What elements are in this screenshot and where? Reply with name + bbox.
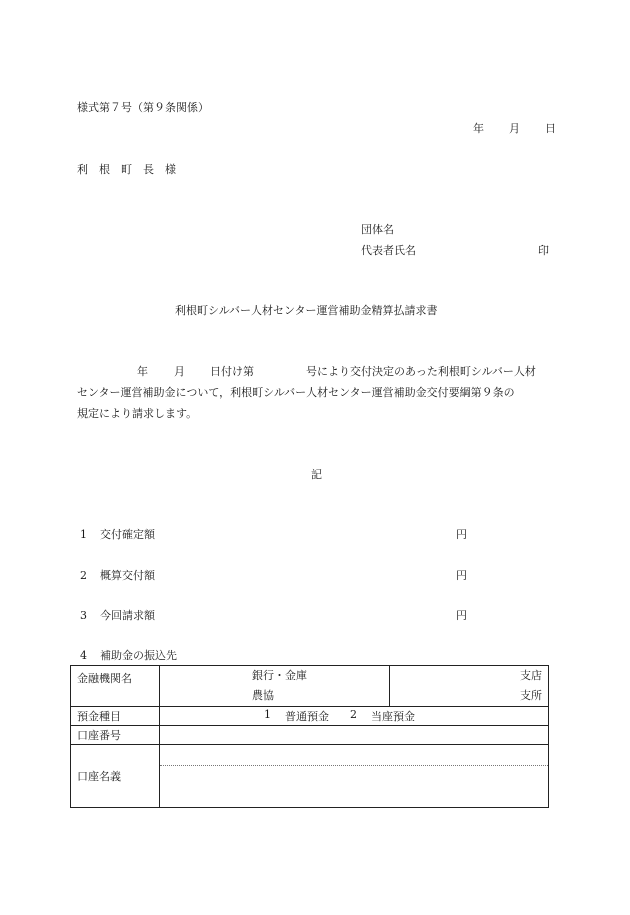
body-line3: 規定により請求します。 [77,407,198,420]
bank-type-bank: 銀行・金庫 [252,669,307,682]
institution-row [71,666,549,707]
branch-shiten: 支店 [520,669,542,682]
bank-transfer-table [70,665,549,808]
body-line1: 号により交付決定のあった利根町シルバー人材 [306,365,536,378]
document-title: 利根町シルバー人材センター運営補助金精算払請求書 [175,304,438,317]
account-number-label: 口座番号 [71,726,160,745]
date-day: 日 [545,122,556,135]
account-name-row [71,745,549,808]
item-1-number: 1 [80,528,87,541]
branch-shisho: 支所 [520,689,542,702]
representative-label: 代表者氏名 [361,244,416,257]
deposit-opt2-current[interactable]: 当座預金 [371,710,415,723]
item-1-label: 交付確定額 [100,528,155,541]
addressee: 利 根 町 長 様 [77,163,176,176]
branch-cell[interactable] [390,666,549,707]
deposit-opt2-number: 2 [350,708,357,721]
body-line2: センター運営補助金について，利根町シルバー人材センター運営補助金交付要綱第９条の [77,386,515,399]
date-year: 年 [473,122,484,135]
item-3-number: 3 [80,609,87,622]
item-3-unit: 円 [456,609,467,622]
item-2-unit: 円 [456,569,467,582]
org-name-label: 団体名 [361,223,394,236]
bank-type-coop: 農協 [252,689,274,702]
institution-label: 金融機関名 [71,666,160,707]
institution-type-cell[interactable] [160,666,390,707]
ki-heading: 記 [311,468,322,481]
item-2-number: 2 [80,569,87,582]
body-year: 年 [137,365,148,378]
item-4-label: 補助金の振込先 [100,649,177,662]
item-4-number: 4 [80,649,87,662]
deposit-opt1-number: 1 [264,708,271,721]
body-month: 月 [174,365,185,378]
deposit-type-label: 預金種目 [71,707,160,726]
account-name-field[interactable] [160,745,549,808]
deposit-type-row [71,707,549,726]
item-2-label: 概算交付額 [100,569,155,582]
account-name-kana-line[interactable] [160,745,548,766]
deposit-type-options[interactable] [160,707,549,726]
item-1-unit: 円 [456,528,467,541]
account-name-main[interactable] [160,766,548,807]
date-month: 月 [509,122,520,135]
item-3-label: 今回請求額 [100,609,155,622]
account-name-label: 口座名義 [71,745,160,808]
seal-mark: 印 [538,244,549,257]
form-number: 様式第７号（第９条関係） [77,101,209,114]
deposit-opt1-ordinary[interactable]: 普通預金 [285,710,329,723]
account-number-field[interactable] [160,726,549,745]
body-date-ref: 日付け第 [210,365,254,378]
account-number-row [71,726,549,745]
